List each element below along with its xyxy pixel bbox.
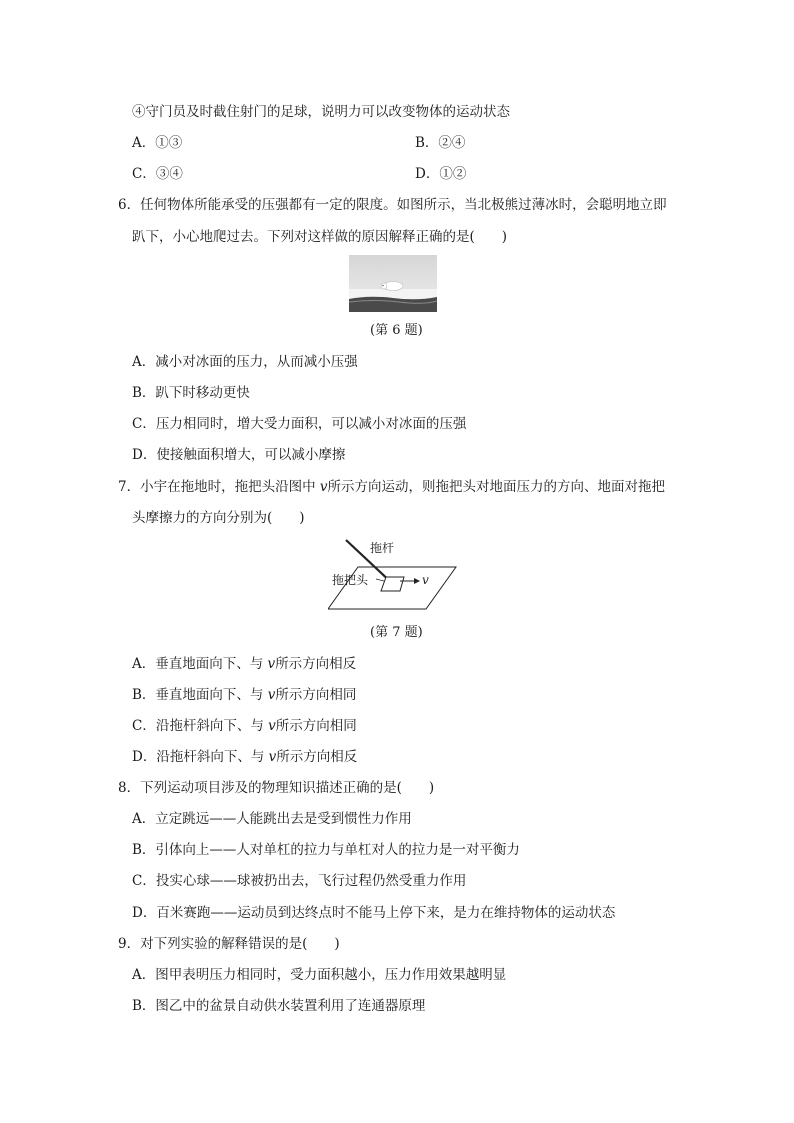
velocity-symbol: v [268, 718, 276, 734]
q7-option-d-text-a: D．沿拖杆斜向下、与 [132, 749, 269, 765]
q8-option-a: A．立定跳远——人能跳出去是受到惯性力作用 [132, 811, 412, 827]
q6-stem-line1: 6．任何物体所能承受的压强都有一定的限度。如图所示，当北极熊过薄冰时，会聪明地立即 [118, 197, 667, 213]
mop-diagram [328, 535, 458, 615]
q9-option-b: B．图乙中的盆景自动供水装置利用了连通器原理 [132, 998, 426, 1014]
q5-option-a: A．①③ [132, 135, 183, 151]
velocity-symbol: v [319, 479, 328, 495]
q8-stem: 8．下列运动项目涉及的物理知识描述正确的是( ) [118, 780, 435, 796]
q7-option-a-text-b: 所示方向相反 [275, 656, 357, 672]
velocity-symbol: v [267, 656, 276, 672]
q6-option-d: D．使接触面积增大，可以减小摩擦 [132, 447, 346, 463]
velocity-symbol: v [268, 749, 277, 765]
mop-head-label: 拖把头 [332, 573, 369, 587]
q7-option-c-text-b: 所示方向相同 [275, 718, 357, 734]
q5-option-d: D．①② [415, 166, 467, 182]
q6-caption: (第 6 题) [370, 323, 423, 338]
q7-stem-line1 [118, 478, 665, 496]
q7-caption: (第 7 题) [370, 625, 423, 640]
q5-option-b: B．②④ [415, 135, 466, 151]
q7-option-d [132, 748, 357, 766]
q7-option-b-text-b: 所示方向相同 [275, 687, 357, 703]
q7-option-c [132, 717, 357, 735]
q6-option-b: B．趴下时移动更快 [132, 385, 250, 401]
q7-option-a-text-a: A．垂直地面向下、与 [132, 656, 268, 672]
polar-bear-photo [349, 255, 437, 312]
q7-option-b [132, 686, 356, 704]
q8-option-d: D．百米赛跑——运动员到达终点时不能马上停下来，是力在维持物体的运动状态 [132, 905, 616, 921]
q7-option-c-text-a: C．沿拖杆斜向下、与 [132, 718, 269, 734]
q7-stem-text-a: 7．小宇在拖地时，拖把头沿图中 [118, 479, 320, 495]
q6-option-a: A．减小对冰面的压力，从而减小压强 [132, 354, 358, 370]
rod-label: 拖杆 [370, 541, 395, 555]
q9-option-a: A．图甲表明压力相同时，受力面积越小，压力作用效果越明显 [132, 967, 507, 983]
q7-option-b-text-a: B．垂直地面向下、与 [132, 687, 268, 703]
q7-option-a [132, 655, 356, 673]
q8-option-b: B．引体向上——人对单杠的拉力与单杠对人的拉力是一对平衡力 [132, 842, 520, 858]
statement-4: ④守门员及时截住射门的足球，说明力可以改变物体的运动状态 [132, 104, 510, 120]
velocity-label: v [422, 573, 429, 587]
q8-option-c: C．投实心球——球被扔出去，飞行过程仍然受重力作用 [132, 873, 467, 889]
q6-option-c: C．压力相同时，增大受力面积，可以减小对冰面的压强 [132, 416, 467, 432]
q7-stem-line2: 头摩擦力的方向分别为( ) [132, 510, 305, 526]
q7-stem-text-b: 所示方向运动，则拖把头对地面压力的方向、地面对拖把 [327, 479, 666, 495]
q6-stem-line2: 趴下，小心地爬过去。下列对这样做的原因解释正确的是( ) [132, 229, 508, 245]
q7-option-d-text-b: 所示方向相反 [276, 749, 358, 765]
q5-option-c: C．③④ [132, 166, 183, 182]
q9-stem: 9．对下列实验的解释错误的是( ) [118, 936, 340, 952]
velocity-symbol: v [267, 687, 276, 703]
